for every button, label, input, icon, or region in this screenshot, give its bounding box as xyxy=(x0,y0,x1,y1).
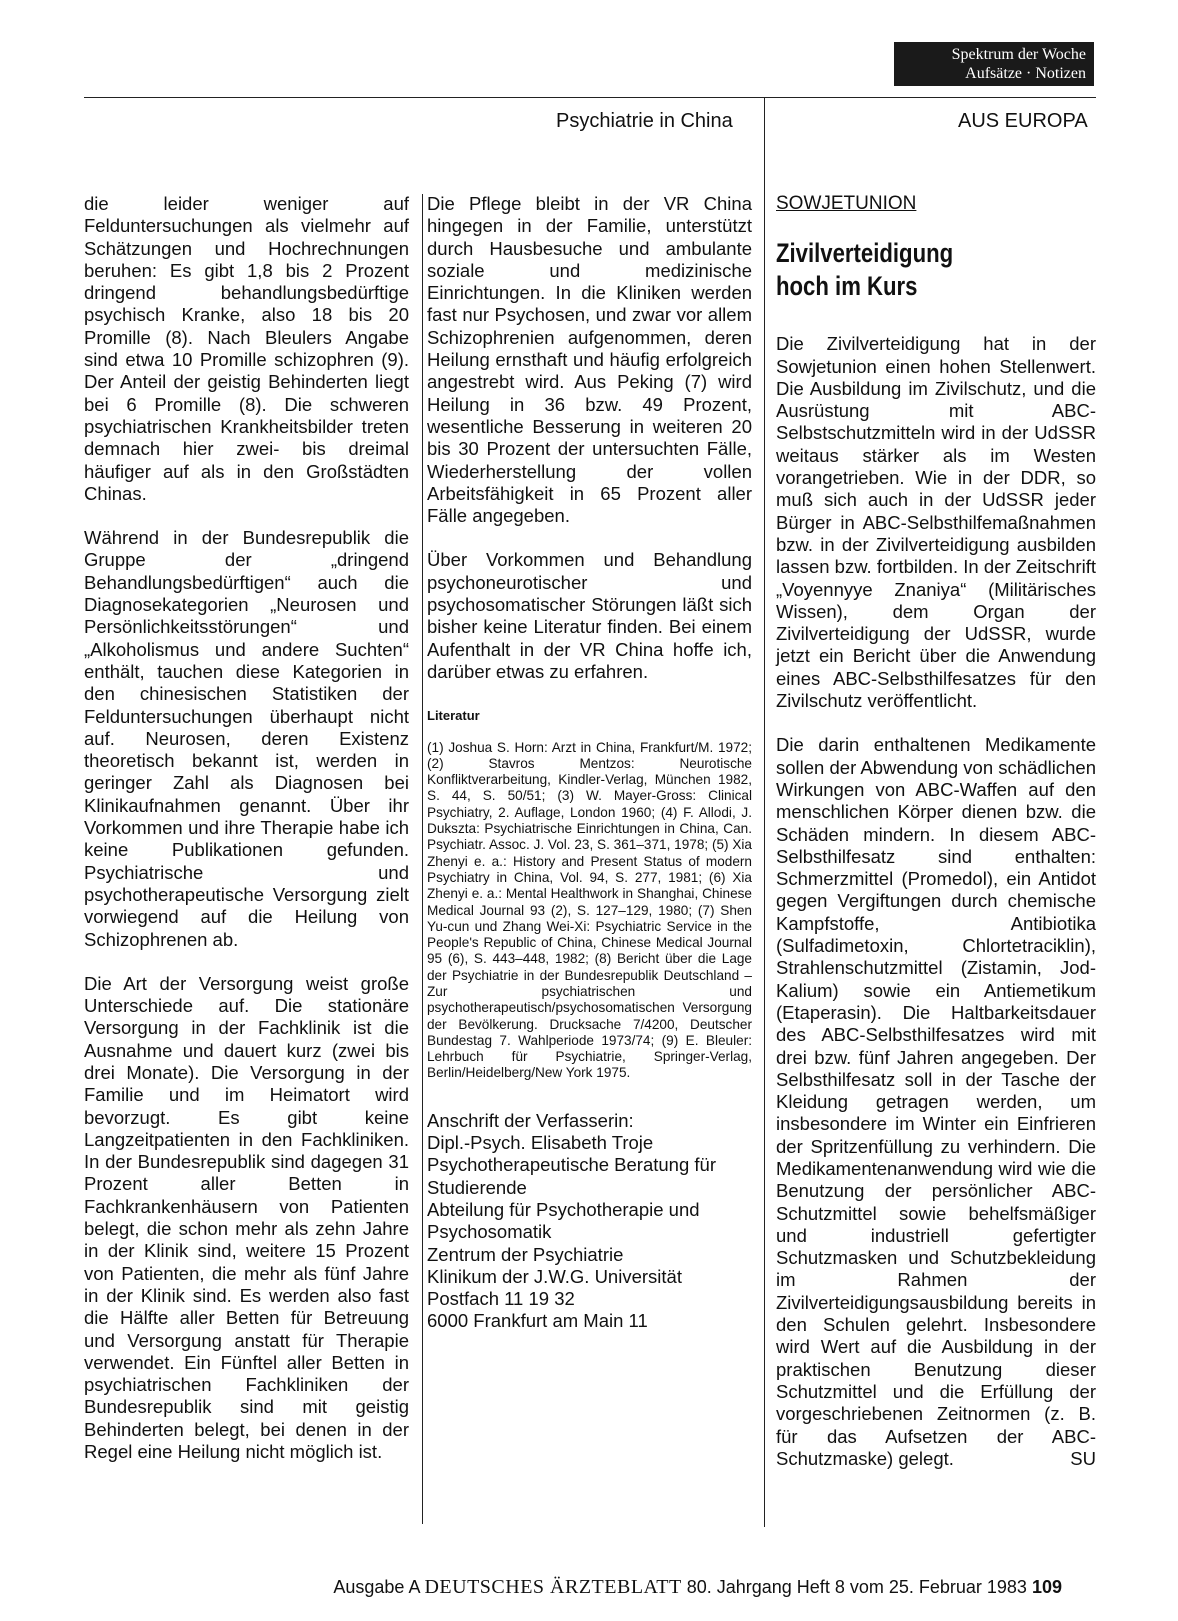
address-line: 6000 Frankfurt am Main 11 xyxy=(427,1310,648,1332)
address-line: Klinikum der J.W.G. Universität xyxy=(427,1265,682,1287)
article-headline xyxy=(776,237,1091,303)
column-divider-right xyxy=(764,97,765,1527)
address-line: Postfach 11 19 32 xyxy=(427,1288,575,1310)
paragraph: Die Zivilverteidigung hat in der Sowjetunion einen hohen Stellenwert. Die Ausbildung im Zivilschutz, und die Ausrüstung mit ABC-Selbstschutzmitteln wird in der UdSSR weitaus stärker als im Westen vorangetrieben. Wie in der DDR, so muß sich auch in der UdSSR jeder Bürger in ABC-Selbsthilfemaßnahmen bzw. in der Zivilverteidigung ausbilden lassen bzw. fortbilden. In der Zeitschrift „Voyennyye Znaniya“ (Militärisches Wissen), dem Organ der Zivilverteidigung der UdSSR, wurde jetzt ein Bericht über die Anwendung eines ABC-Selbsthilfesatzes für den Zivilschutz veröffentlicht. xyxy=(776,333,1096,712)
paragraph: Die Pflege bleibt in der VR China hingegen in der Familie, unterstützt durch Hausbesuche und ambulante soziale und medizinische Einrichtungen. In die Kliniken werden fast nur Psychosen, und zwar vor allem Schizophrenien aufgenommen, deren Heilung ernsthaft und häufig erfolgreich angestrebt wird. Aus Peking (7) wird Heilung in 36 bzw. 49 Prozent, wesentliche Besserung in weiteren 20 bis 30 Prozent der untersuchten Fälle, Wiederherstellung der vollen Arbeitsfähigkeit in 65 Prozent aller Fälle angegeben. xyxy=(427,193,752,527)
author-signature: SU xyxy=(1070,1447,1096,1469)
page-number: 109 xyxy=(1031,1577,1062,1597)
footer-edition: Ausgabe A xyxy=(333,1577,420,1597)
paragraph: Die Art der Versorgung weist große Unterschiede auf. Die stationäre Versorgung in der Fachklinik ist die Ausnahme und dauert kurz (zwei bis drei Monate). Die Versorgung in der Familie und im Heimatort wird bevorzugt. Es gibt keine Langzeitpatienten in den Fachkliniken. In der Bundesrepublik sind dagegen 31 Prozent aller Betten in Fachkrankenhäusern von Patienten belegt, die schon mehr als zehn Jahre in der Klinik sind, weitere 15 Prozent von Patienten, die mehr als fünf Jahre in der Klinik sind. Es werden also fast die Hälfte aller Betten für Betreuung und Versorgung anstatt für Therapie verwendet. Ein Fünftel aller Betten in psychiatrischen Fachkliniken der Bundesrepublik sind mit geistig Behinderten belegt, bei denen in der Regel eine Heilung nicht möglich ist. xyxy=(84,972,409,1463)
column-2 xyxy=(427,193,752,1333)
paragraph: Über Vorkommen und Behandlung psychoneurotischer und psychosomatischer Störungen läßt sich bisher keine Literatur finden. Bei einem Aufenthalt in der VR China hoffe ich, darüber etwas zu erfahren. xyxy=(427,549,752,682)
paragraph: Während in der Bundesrepublik die Gruppe der „dringend Behandlungsbedürftigen“ auch die Diagnosekategorien „Neurosen und Persönlichkeitsstörungen“ und „Alkoholismus und andere Suchten“ enthält, tauchen diese Kategorien in den chinesischen Statistiken der Felduntersuchungen überhaupt nicht auf. Neurosen, deren Existenz theoretisch bekannt ist, werden in geringer Zahl als Diagnosen bei Klinikaufnahmen genannt. Über ihr Vorkommen und ihre Therapie habe ich keine Publikationen gefunden. Psychiatrische und psychotherapeutische Versorgung zielt vorwiegend auf die Heilung von Schizophrenen ab. xyxy=(84,527,409,950)
literature-list: (1) Joshua S. Horn: Arzt in China, Frankfurt/M. 1972; (2) Stavros Mentzos: Neurotische Konfliktverarbeitung, Kindler-Verlag, München 1982, S. 44, S. 50/51; (3) W. Mayer-Gross: Clinical Psychiatry, 2. Auflage, London 1960; (4) F. Allodi, J. Dukszta: Psychiatrische Einrichtungen in China, Can. Psychiatr. Assoc. J. Vol. 23, S. 361–371, 1978; (5) Xia Zhenyi e. a.: History and Present Status of modern Psychiatry in China, Vol. 94, S. 277, 1981; (6) Xia Zhenyi e. a.: Mental Healthwork in Shanghai, Chinese Medical Journal 93 (2), S. 127–129, 1980; (7) Shen Yu-cun und Zhang Wei-Xi: Psychiatric Service in the People's Republic of China, Chinese Medical Journal 95 (6), S. 443–448, 1982; (8) Bericht über die Lage der Psychiatrie in der Bundesrepublik Deutschland – Zur psychiatrischen und psychotherapeutisch/psychosomatischen Versorgung der Bevölkerung. Drucksache 7/4200, Deutscher Bundestag 7. Wahlperiode 1973/74; (9) E. Bleuler: Lehrbuch für Psychiatrie, Springer-Verlag, Berlin/Heidelberg/New York 1975. xyxy=(427,739,752,1081)
address-line: Psychotherapeutische Beratung für Studierende xyxy=(427,1154,716,1198)
footer-magazine: DEUTSCHES ÄRZTEBLATT xyxy=(424,1576,682,1598)
section-label: SOWJETUNION xyxy=(776,193,917,214)
column-divider-left xyxy=(422,194,423,1524)
address-line: Abteilung für Psychotherapie und Psychosomatik xyxy=(427,1198,700,1243)
paragraph-text: Die darin enthaltenen Medikamente sollen der Abwendung von schädlichen Wirkungen von ABC-Waffen auf den menschlichen Körper dienen bzw. die Schäden mindern. In diesem ABC-Selbsthilfesatz sind enthalten: Schmerzmittel (Promedol), ein Antidot gegen Vergiftungen durch chemische Kampfstoffe, Antibiotika (Sulfadimetoxin, Chlortetraciklin), Strahlenschutzmittel (Zistamin, Jod-Kalium) sowie ein Antiemetikum (Etaperasin). Die Haltbarkeitsdauer des ABC-Selbsthilfesatzes wird mit drei bzw. fünf Jahren angegeben. Der Selbsthilfesatz soll in der Tasche der Kleidung getragen werden, um insbesondere im Winter ein Einfrieren der Spritzenfüllung zu verhindern. Die Medikamentenanwendung wird wie die Benutzung der persönlicher ABC-Schutzmittel sowie behelfsmäßiger und industriell gefertigter Schutzmasken und Schutzbekleidung im Rahmen der Zivilverteidigungsausbildung bereits in den Schulen gelehrt. Insbesondere wird Wert auf die Ausbildung in der praktischen Benutzung dieser Schutzmittel und die Erfüllung der vorgeschriebenen Zeitnormen (z. B. für das Aufsetzen der ABC-Schutzmaske) gelegt. xyxy=(776,734,1096,1469)
column-1 xyxy=(84,193,409,1485)
literature-heading: Literatur xyxy=(427,708,480,724)
running-header-right: AUS EUROPA xyxy=(958,110,1088,132)
running-header-left: Psychiatrie in China xyxy=(556,110,733,132)
paragraph xyxy=(776,734,1096,1470)
section-badge xyxy=(894,42,1094,86)
badge-line-1: Spektrum der Woche xyxy=(951,46,1086,63)
address-line: Zentrum der Psychiatrie xyxy=(427,1243,624,1265)
paragraph: die leider weniger auf Felduntersuchungen als vielmehr auf Schätzungen und Hochrechnungen beruhen: Es gibt 1,8 bis 2 Prozent dringend behandlungsbedürftige psychisch Kranke, also 18 bis 20 Promille (8). Nach Bleulers Angabe sind etwa 10 Promille schizophren (9). Der Anteil der geistig Behinderten liegt bei 6 Promille (8). Die schweren psychiatrischen Krankheitsbilder treten demnach hier zwei- bis dreimal häufiger auf als in den Großstädten Chinas. xyxy=(84,193,409,504)
badge-line-2: Aufsätze · Notizen xyxy=(965,65,1086,82)
address-line: Anschrift der Verfasserin: xyxy=(427,1109,634,1131)
author-address xyxy=(427,1110,752,1333)
header-rule xyxy=(84,97,1096,98)
address-line: Dipl.-Psych. Elisabeth Troje xyxy=(427,1132,654,1154)
column-3 xyxy=(776,193,1096,1470)
footer-issue: 80. Jahrgang Heft 8 vom 25. Februar 1983 xyxy=(686,1577,1027,1597)
headline-line-2: hoch im Kurs xyxy=(776,271,918,302)
headline-line-1: Zivilverteidigung xyxy=(776,238,954,269)
page-footer xyxy=(0,1576,1062,1599)
